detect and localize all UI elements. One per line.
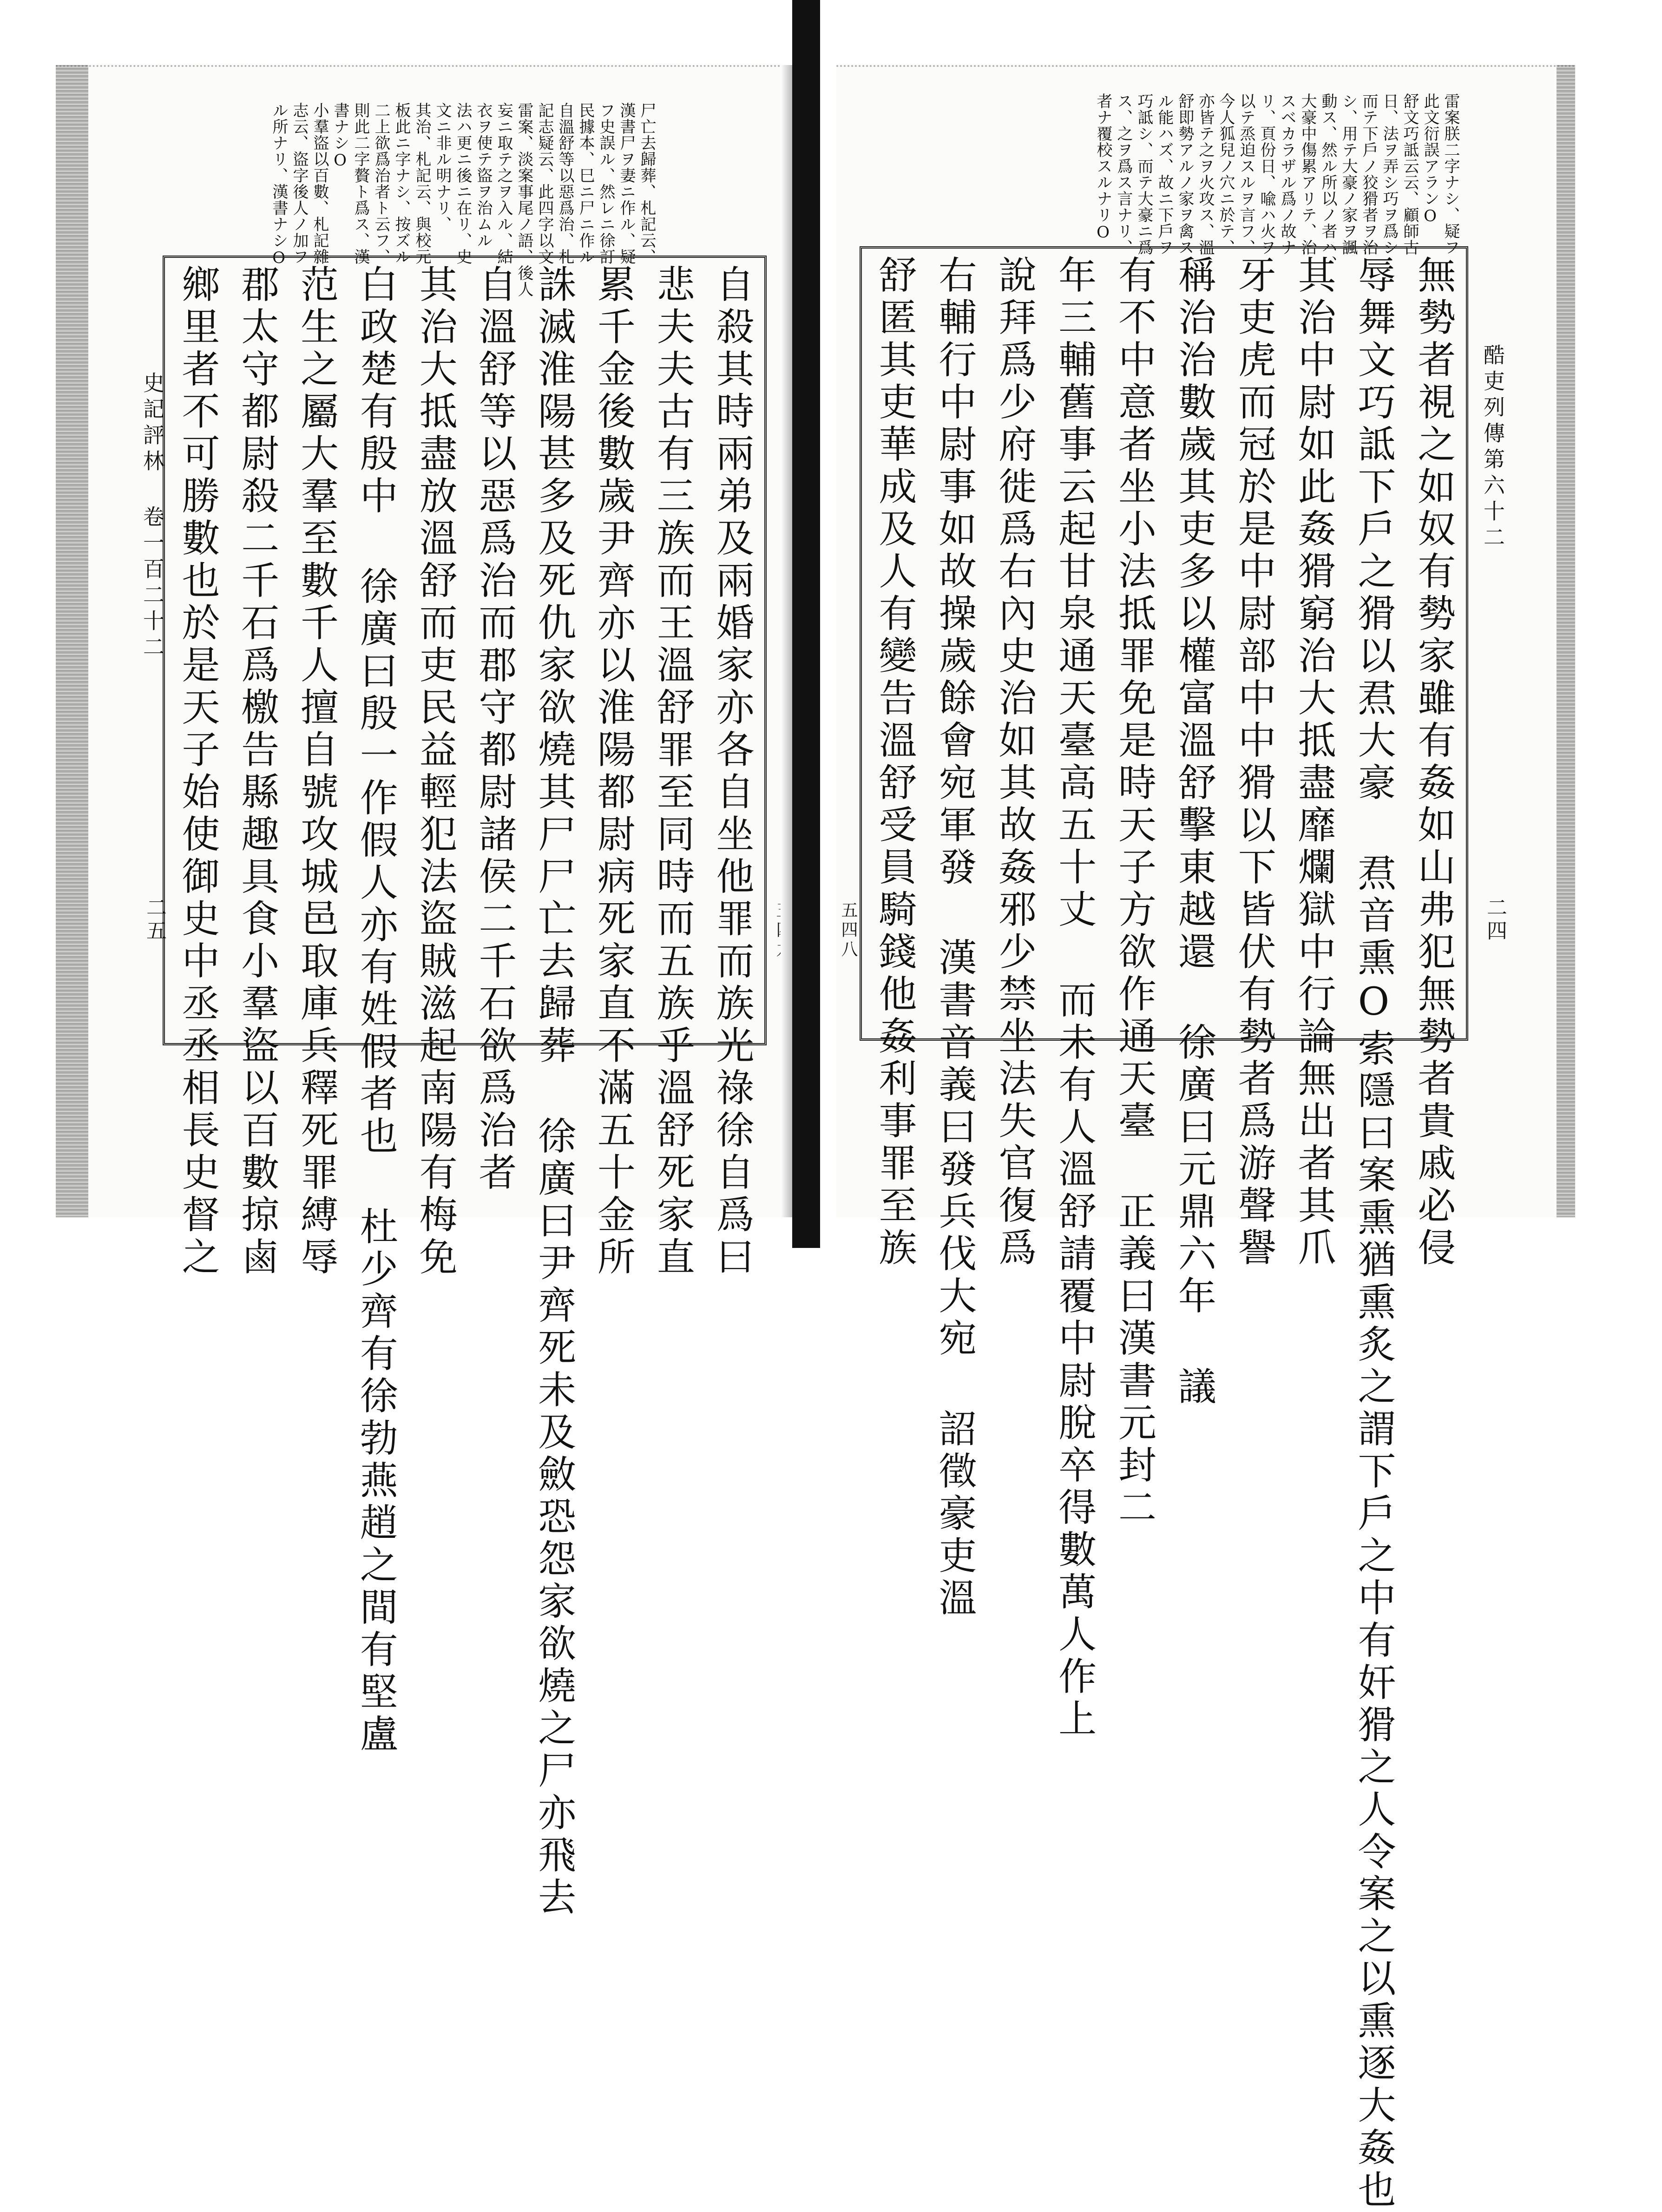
note-line: リ、頁份日、喩ハ火ヲ [1257, 93, 1276, 256]
text-column: 說拜爲少府徙爲右內史治如其故姦邪少禁坐法失官復爲 [992, 255, 1037, 1270]
text-column: 稱治治數歲其吏多以權富溫舒擊東越還 徐廣曰元鼎六年 議 [1172, 255, 1216, 1409]
note-line: 板此ニ字ナシ、按ズル [392, 102, 411, 265]
text-column: 自溫舒等以惡爲治而郡守都尉諸侯二千石欲爲治者 [472, 264, 517, 1195]
note-line: 志云、盜字後人ノ加フ [290, 102, 309, 265]
note-line: 雷案、淡案事尾ノ語、後人 [515, 102, 533, 297]
right-annotation-notes [1050, 93, 1460, 272]
note-line: 今人狐兒ノ穴ニ於テ、 [1216, 93, 1235, 256]
main-text-frame [163, 256, 767, 1919]
page-number: 二五 [143, 897, 166, 943]
note-line: 巧詆シ、而テ大豪ニ爲 [1135, 93, 1153, 256]
note-line: 亦皆テ之ヲ火攻ス、溫 [1196, 93, 1215, 256]
page-edge-shadow [56, 65, 88, 1217]
left-page [56, 65, 781, 1919]
note-line: 漢書尸ヲ妻ニ作ル、疑 [617, 102, 636, 265]
text-column: 其治中尉如此姦猾窮治大抵盡靡爛獄中行論無出者其爪 [1292, 255, 1336, 1270]
note-line: シ、用テ大豪ノ家ヲ諷 [1339, 93, 1358, 256]
text-column: 有不中意者坐小法抵罪免是時天子方欲作通天臺 正義曰漢書元封二 [1112, 255, 1156, 1529]
note-line: 書ナシO [331, 102, 349, 170]
text-column: 年三輔舊事云起甘泉通天臺高五十丈 而未有人溫舒請覆中尉脫卒得數萬人作上 [1052, 255, 1097, 1741]
note-line: 文ニ非ル明ナリ、 [433, 102, 452, 232]
note-line: 法ハ更ニ後ニ在リ、史 [453, 102, 472, 265]
note-line: 自溫舒等以惡爲治、札 [556, 102, 574, 265]
note-line: ル能ハズ、故ニ下戶ヲ [1155, 93, 1174, 256]
note-line: 而テ下戶ノ狡猾者ヲ治 [1360, 93, 1378, 256]
note-line: 民據本、巳ニ尸ニ作ル [576, 102, 595, 265]
text-column: 右輔行中尉事如故操歲餘會宛軍發 漢書音義曰發兵伐大宛 詔徵豪吏溫 [932, 255, 977, 1620]
running-footer: 史記評林 卷一百二十二 [140, 372, 165, 662]
page-edge [836, 65, 1575, 73]
text-column: 牙吏虎而冠於是中尉部中中猾以下皆伏有勢者爲游聲譽 [1232, 255, 1276, 1270]
note-line: 日、法ヲ弄シ巧ヲ爲シ [1380, 93, 1399, 256]
text-column: 悲夫夫古有三族而王溫舒罪至同時而五族乎溫舒死家直 [650, 264, 695, 1279]
running-header: 酷吏列傳第六十二 [1480, 344, 1505, 552]
page-edge-shadow [1557, 65, 1575, 1217]
note-line: スベカラザル爲ノ故ナ [1278, 93, 1296, 256]
note-line: 舒即勢アルノ家ヲ禽ス [1176, 93, 1194, 256]
note-line: 此文衍誤アランO [1421, 93, 1439, 226]
note-line: 二上欲爲治者ト云フ、 [372, 102, 390, 265]
text-column: 自殺其時兩弟及兩婚家亦各自坐他罪而族光祿徐自爲曰 [709, 264, 754, 1279]
note-line: 者ナ覆校スルナリO [1094, 93, 1112, 242]
folio-number: 五四八 [839, 901, 858, 960]
note-line: 妄ニ取テ之ヲ入ル、結 [494, 102, 513, 265]
left-annotation-notes [237, 102, 656, 297]
note-line: フ史誤ル、然レニ徐訂 [597, 102, 615, 265]
note-line: 記志疑云、此四字以文 [535, 102, 554, 265]
text-column: 無勢者視之如奴有勢家雖有姦如山弗犯無勢者貴戚必侵 [1411, 255, 1456, 1270]
gutter-shadow [781, 65, 792, 1217]
text-column: 其治大抵盡放溫舒而吏民益輕犯法盜賊滋起南陽有梅免 [413, 264, 458, 1279]
text-column: 累千金後數歲尹齊亦以淮陽都尉病死家直不滿五十金所 [591, 264, 636, 1279]
note-line: 尸亡去歸葬、札記云、 [637, 102, 656, 265]
note-line: 舒文巧詆云云、顧師古 [1400, 93, 1419, 256]
note-line: 則此二字贅ト爲ス、漢 [351, 102, 370, 265]
note-line: 動ス、然ル所以ノ者ハ、 [1319, 93, 1337, 272]
text-column: 鄉里者不可勝數也於是天子始使御史中丞丞相長史督之 [176, 264, 220, 1279]
book-gutter [792, 0, 820, 1248]
text-column: 白政楚有殷中 徐廣曰殷一作假人亦有姓假者也 杜少齊有徐勃燕趙之間有堅盧 [354, 264, 398, 1756]
note-line: ス、之ヲ爲ス言ナリ、 [1114, 93, 1133, 256]
main-text-frame [860, 246, 1468, 2212]
text-column: 郡太守都尉殺二千石爲檄告縣趣具食小羣盜以百數掠鹵 [235, 264, 279, 1279]
note-line: 大豪中傷累アリテ、治 [1298, 93, 1317, 256]
page-edge [56, 65, 781, 73]
note-line: 其治、札記云、與校元 [413, 102, 431, 265]
text-column: 誅滅淮陽甚多及死仇家欲燒其尸尸亡去歸葬 徐廣曰尹齊死未及斂恐怨家欲燒之尸亦飛去 [532, 264, 576, 1919]
note-line: 衣ヲ使テ盜ヲ治ムル [474, 102, 493, 249]
text-column: 辱舞文巧詆下戶之猾以焄大豪 焄音熏O索隱曰案熏猶熏炙之謂下戶之中有奸猾之人令案之以熏逐大姦也 [1352, 255, 1396, 2212]
note-line: 雷案朕二字ナシ、疑フ [1441, 93, 1460, 256]
note-line: 以テ烝迫スルヲ言フ、 [1237, 93, 1255, 256]
text-column: 范生之屬大羣至數千人擅自號攻城邑取庫兵釋死罪縛辱 [294, 264, 339, 1279]
note-line: ル所ナリ、漢書ナシO [269, 102, 288, 268]
page-number: 二四 [1483, 897, 1507, 943]
text-column: 舒匿其吏華成及人有變告溫舒受員騎錢他姦利事罪至族 [873, 255, 917, 1270]
right-page [836, 65, 1575, 2212]
note-line: 小羣盜以百數、札記雜 [310, 102, 329, 265]
